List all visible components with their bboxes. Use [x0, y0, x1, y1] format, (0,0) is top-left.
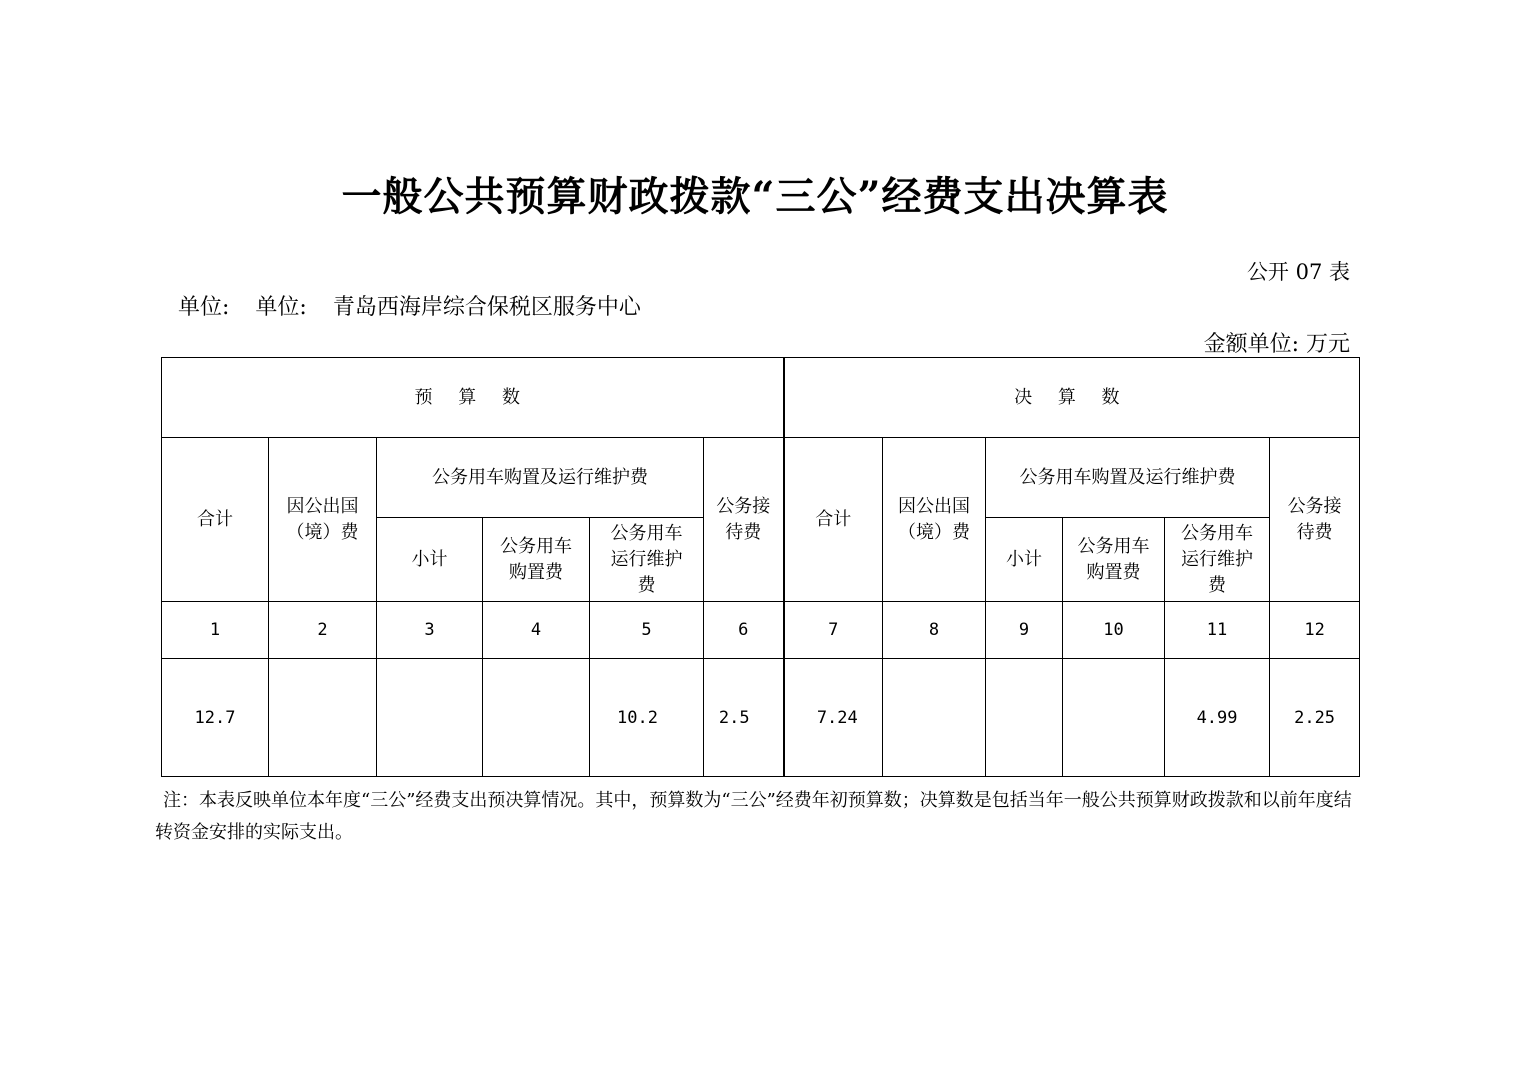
unit-label: 单位:	[178, 295, 230, 320]
table-header-row-2	[162, 438, 1360, 518]
budget-col-abroad: 因公出国（境）费	[269, 438, 377, 602]
final-operation-value: 4.99	[1165, 659, 1270, 777]
budget-operation-value: 10.2	[590, 659, 704, 777]
currency-unit: 金额单位: 万元	[1203, 332, 1350, 357]
budget-abroad-value	[269, 659, 377, 777]
final-col-vehicle-purchase: 公务用车购置费	[1063, 518, 1165, 602]
unit-label-repeat: 单位:	[255, 295, 307, 320]
col-number: 12	[1270, 602, 1360, 659]
col-number: 11	[1165, 602, 1270, 659]
budget-col-total: 合计	[162, 438, 269, 602]
budget-col-vehicle-group: 公务用车购置及运行维护费	[377, 438, 704, 518]
column-number-row	[162, 602, 1360, 659]
expense-table	[161, 357, 1360, 777]
budget-col-reception: 公务接待费	[704, 438, 784, 602]
col-number: 2	[269, 602, 377, 659]
final-abroad-value	[883, 659, 986, 777]
budget-subtotal-value	[377, 659, 483, 777]
col-number: 1	[162, 602, 269, 659]
col-number: 9	[986, 602, 1063, 659]
final-header: 决 算 数	[784, 358, 1360, 438]
unit-name: 青岛西海岸综合保税区服务中心	[332, 295, 641, 320]
budget-header: 预 算 数	[162, 358, 784, 438]
document-title: 一般公共预算财政拨款“三公”经费支出决算表	[341, 173, 1169, 220]
col-number: 8	[883, 602, 986, 659]
final-reception-value: 2.25	[1270, 659, 1360, 777]
col-number: 5	[590, 602, 704, 659]
final-col-vehicle-group: 公务用车购置及运行维护费	[986, 438, 1270, 518]
form-number: 公开 07 表	[1246, 260, 1350, 284]
col-number: 7	[784, 602, 883, 659]
final-total-value: 7.24	[784, 659, 883, 777]
budget-col-vehicle-purchase: 公务用车购置费	[483, 518, 590, 602]
budget-total-value: 12.7	[162, 659, 269, 777]
unit-line	[178, 290, 641, 321]
budget-col-subtotal: 小计	[377, 518, 483, 602]
table-note: 注：本表反映单位本年度“三公”经费支出预决算情况。其中，预算数为“三公”经费年初预算数；决算数是包括当年一般公共预算财政拨款和以前年度结转资金安排的实际支出。	[155, 790, 1352, 843]
final-col-reception: 公务接待费	[1270, 438, 1360, 602]
final-subtotal-value	[986, 659, 1063, 777]
final-col-total: 合计	[784, 438, 883, 602]
final-col-abroad: 因公出国（境）费	[883, 438, 986, 602]
col-number: 10	[1063, 602, 1165, 659]
budget-reception-value: 2.5	[704, 659, 784, 777]
final-purchase-value	[1063, 659, 1165, 777]
table-row	[162, 659, 1360, 777]
col-number: 4	[483, 602, 590, 659]
table-header-row-1	[162, 358, 1360, 438]
budget-purchase-value	[483, 659, 590, 777]
col-number: 3	[377, 602, 483, 659]
col-number: 6	[704, 602, 784, 659]
final-col-subtotal: 小计	[986, 518, 1063, 602]
final-col-vehicle-operation: 公务用车运行维护费	[1165, 518, 1270, 602]
budget-col-vehicle-operation: 公务用车运行维护费	[590, 518, 704, 602]
